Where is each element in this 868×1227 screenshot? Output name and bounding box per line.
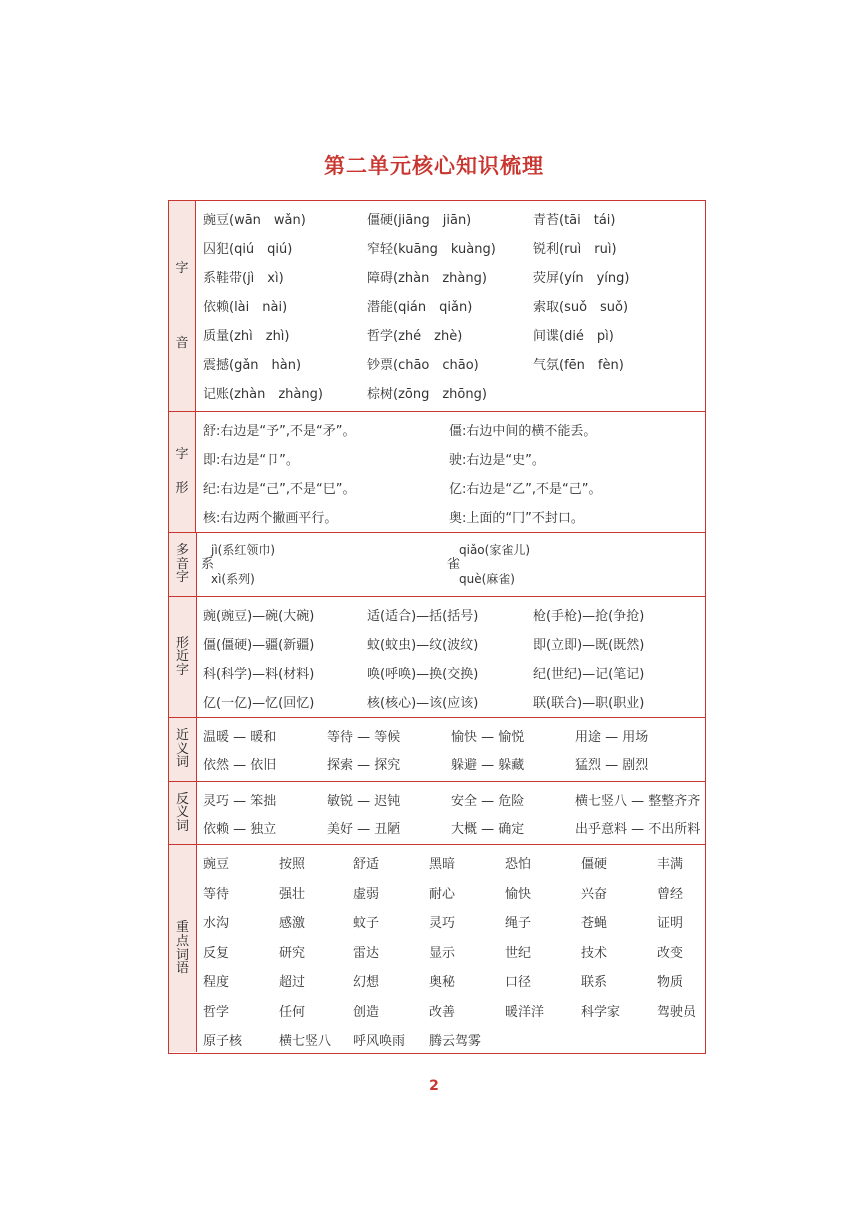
zhongdian-row bbox=[203, 853, 701, 875]
jinyici-item: 探索 — 探究 bbox=[327, 758, 401, 773]
section-zixing bbox=[169, 411, 705, 532]
zhongdian-word: 驾驶员 bbox=[657, 1004, 697, 1020]
ziyin-item: 钞票(chāo chāo) bbox=[367, 358, 479, 373]
zixing-content bbox=[203, 412, 701, 532]
zhongdian-word: 显示 bbox=[429, 945, 456, 961]
label-char: 音 bbox=[175, 335, 189, 351]
ziyin-item: 间谍(dié pì) bbox=[533, 329, 614, 344]
zhongdian-word: 研究 bbox=[279, 945, 306, 961]
label-char: 形 bbox=[175, 481, 189, 497]
section-ziyin bbox=[169, 201, 705, 411]
ziyin-item: 锐利(ruì ruì) bbox=[533, 242, 617, 257]
zixing-item: 亿:右边是“乙”,不是“己”。 bbox=[449, 482, 602, 497]
label-char: 重 bbox=[175, 920, 189, 936]
xingjinzi-item: 联(联合)—职(职业) bbox=[533, 696, 645, 711]
section-label-zixing bbox=[169, 412, 196, 532]
ziyin-item: 质量(zhì zhì) bbox=[203, 329, 290, 344]
zhongdian-word: 哲学 bbox=[203, 1004, 230, 1020]
page-number: 2 bbox=[429, 1078, 439, 1094]
fanyici-item: 大概 — 确定 bbox=[451, 822, 525, 837]
jinyici-content bbox=[203, 718, 701, 781]
label-char: 词 bbox=[175, 818, 189, 834]
zixing-row bbox=[203, 449, 701, 471]
xingjinzi-item: 豌(豌豆)—碗(大碗) bbox=[203, 609, 315, 624]
section-xingjinzi bbox=[169, 596, 705, 717]
duoyin-reading: qiǎo(家雀儿) bbox=[459, 543, 531, 557]
zixing-row bbox=[203, 507, 701, 529]
zhongdian-word: 反复 bbox=[203, 945, 230, 961]
ziyin-content bbox=[203, 201, 701, 411]
fanyici-content bbox=[203, 782, 701, 844]
ziyin-row bbox=[203, 209, 701, 231]
zhongdian-word: 世纪 bbox=[505, 945, 532, 961]
ziyin-item: 荧屏(yín yíng) bbox=[533, 271, 630, 286]
label-char: 字 bbox=[175, 260, 189, 276]
fanyici-item: 横七竖八 — 整整齐齐 bbox=[575, 794, 701, 809]
label-char: 字 bbox=[175, 662, 189, 678]
zhongdian-word: 联系 bbox=[581, 975, 608, 990]
jinyici-item: 等待 — 等候 bbox=[327, 730, 401, 745]
xingjinzi-item: 核(核心)—该(应该) bbox=[367, 696, 479, 711]
xingjinzi-row bbox=[203, 605, 701, 627]
zhongdian-word: 僵硬 bbox=[581, 857, 608, 872]
jinyici-item: 温暖 — 暖和 bbox=[203, 730, 277, 745]
zhongdian-row bbox=[203, 1030, 701, 1052]
knowledge-table bbox=[168, 200, 706, 1054]
section-label-zhongdian bbox=[169, 845, 197, 1052]
xingjinzi-item: 僵(僵硬)—疆(新疆) bbox=[203, 638, 315, 653]
fanyici-item: 依赖 — 独立 bbox=[203, 822, 277, 837]
zixing-item: 驶:右边是“史”。 bbox=[449, 453, 545, 468]
jinyici-row bbox=[203, 726, 701, 748]
zhongdian-word: 奥秘 bbox=[429, 975, 456, 990]
ziyin-item: 障碍(zhàn zhàng) bbox=[367, 271, 487, 286]
zhongdian-word: 原子核 bbox=[203, 1034, 243, 1049]
label-char: 多 bbox=[175, 543, 189, 559]
fanyici-row bbox=[203, 790, 701, 812]
ziyin-item: 窄轻(kuāng kuàng) bbox=[367, 242, 496, 257]
ziyin-item: 潜能(qián qiǎn) bbox=[367, 300, 473, 315]
section-zhongdian bbox=[169, 844, 705, 1052]
label-char: 近 bbox=[175, 728, 189, 744]
label-char: 词 bbox=[175, 755, 189, 771]
label-char: 形 bbox=[175, 635, 189, 651]
zhongdian-word: 暖洋洋 bbox=[505, 1004, 545, 1020]
duoyin-reading: què(麻雀) bbox=[459, 572, 515, 586]
fanyici-item: 灵巧 — 笨拙 bbox=[203, 794, 277, 809]
xingjinzi-item: 科(科学)—料(材料) bbox=[203, 667, 315, 682]
zhongdian-row bbox=[203, 1001, 701, 1023]
zhongdian-content bbox=[203, 845, 701, 1052]
label-char: 语 bbox=[175, 961, 189, 977]
label-char: 反 bbox=[175, 791, 189, 807]
ziyin-item: 震撼(gǎn hàn) bbox=[203, 358, 302, 373]
zixing-item: 奥:上面的“冂”不封口。 bbox=[449, 511, 584, 526]
fanyici-row bbox=[203, 818, 701, 840]
zixing-item: 纪:右边是“己”,不是“巳”。 bbox=[203, 482, 356, 497]
zixing-item: 舒:右边是“予”,不是“矛”。 bbox=[203, 424, 356, 439]
zhongdian-word: 改善 bbox=[429, 1004, 456, 1020]
zhongdian-word: 丰满 bbox=[657, 857, 684, 872]
xingjinzi-content bbox=[203, 597, 701, 717]
zhongdian-word: 豌豆 bbox=[203, 857, 230, 872]
section-label-xingjinzi bbox=[169, 597, 197, 717]
zhongdian-word: 水沟 bbox=[203, 916, 230, 931]
section-label-ziyin bbox=[169, 201, 196, 411]
zhongdian-word: 感激 bbox=[279, 916, 306, 931]
zhongdian-word: 苍蝇 bbox=[581, 916, 608, 931]
zhongdian-row bbox=[203, 912, 701, 934]
zhongdian-word: 横七竖八 bbox=[279, 1034, 332, 1049]
zhongdian-word: 黑暗 bbox=[429, 857, 456, 872]
zhongdian-word: 超过 bbox=[279, 975, 306, 990]
ziyin-item: 依赖(lài nài) bbox=[203, 300, 288, 315]
zixing-row bbox=[203, 478, 701, 500]
zhongdian-row bbox=[203, 942, 701, 964]
zhongdian-word: 呼风唤雨 bbox=[353, 1034, 406, 1049]
duoyinzi-content bbox=[203, 533, 701, 596]
zhongdian-word: 按照 bbox=[279, 857, 306, 872]
fanyici-item: 美好 — 丑陋 bbox=[327, 822, 401, 837]
xingjinzi-item: 唤(呼唤)—换(交换) bbox=[367, 667, 479, 682]
ziyin-item: 气氛(fēn fèn) bbox=[533, 358, 624, 373]
jinyici-item: 依然 — 依旧 bbox=[203, 758, 277, 773]
zhongdian-word: 幻想 bbox=[353, 975, 380, 990]
ziyin-item: 囚犯(qiú qiú) bbox=[203, 242, 293, 257]
section-label-fanyici bbox=[169, 782, 197, 844]
ziyin-row bbox=[203, 296, 701, 318]
page-title: 第二单元核心知识梳理 bbox=[324, 154, 544, 178]
fanyici-item: 出乎意料 — 不出所料 bbox=[575, 822, 701, 837]
xingjinzi-item: 即(立即)—既(既然) bbox=[533, 638, 645, 653]
zhongdian-word: 技术 bbox=[581, 945, 608, 961]
ziyin-item: 棕树(zōng zhōng) bbox=[367, 387, 487, 402]
xingjinzi-item: 枪(手枪)—抢(争抢) bbox=[533, 609, 645, 624]
zhongdian-word: 灵巧 bbox=[429, 916, 456, 931]
duoyin-char: 系 bbox=[201, 557, 215, 572]
duoyin-char: 雀 bbox=[447, 557, 461, 572]
xingjinzi-item: 适(适合)—括(括号) bbox=[367, 609, 479, 624]
zhongdian-word: 强壮 bbox=[279, 886, 306, 902]
ziyin-row bbox=[203, 325, 701, 347]
xingjinzi-row bbox=[203, 692, 701, 714]
zhongdian-word: 舒适 bbox=[353, 857, 380, 872]
zhongdian-word: 证明 bbox=[657, 916, 684, 931]
zhongdian-word: 口径 bbox=[505, 975, 532, 990]
zhongdian-word: 改变 bbox=[657, 945, 684, 961]
ziyin-row bbox=[203, 354, 701, 376]
zhongdian-word: 雷达 bbox=[353, 945, 380, 961]
duoyin-reading: xì(系列) bbox=[211, 572, 255, 586]
section-label-jinyici bbox=[169, 718, 197, 781]
ziyin-row bbox=[203, 267, 701, 289]
xingjinzi-row bbox=[203, 634, 701, 656]
label-char: 音 bbox=[175, 556, 189, 572]
jinyici-item: 用途 — 用场 bbox=[575, 730, 649, 745]
zhongdian-word: 腾云驾雾 bbox=[429, 1034, 482, 1049]
section-fanyici bbox=[169, 781, 705, 844]
duoyin-reading: jì(系红领巾) bbox=[211, 543, 276, 557]
xingjinzi-item: 蚊(蚊虫)—纹(波纹) bbox=[367, 638, 479, 653]
ziyin-item: 索取(suǒ suǒ) bbox=[533, 300, 629, 315]
zixing-row bbox=[203, 420, 701, 442]
zhongdian-row bbox=[203, 883, 701, 905]
zixing-item: 核:右边两个撇画平行。 bbox=[203, 511, 338, 526]
zhongdian-word: 愉快 bbox=[505, 886, 532, 902]
label-char: 点 bbox=[175, 933, 189, 949]
zhongdian-word: 蚊子 bbox=[353, 916, 380, 931]
zhongdian-word: 恐怕 bbox=[505, 857, 532, 872]
section-jinyici bbox=[169, 717, 705, 781]
label-char: 词 bbox=[175, 947, 189, 963]
ziyin-item: 记账(zhàn zhàng) bbox=[203, 387, 323, 402]
label-char: 义 bbox=[175, 805, 189, 821]
section-duoyinzi bbox=[169, 532, 705, 596]
zhongdian-word: 科学家 bbox=[581, 1004, 621, 1020]
zhongdian-word: 虚弱 bbox=[353, 886, 380, 902]
zhongdian-word: 耐心 bbox=[429, 886, 456, 902]
ziyin-item: 哲学(zhé zhè) bbox=[367, 329, 463, 344]
zhongdian-word: 程度 bbox=[203, 975, 230, 990]
xingjinzi-item: 纪(世纪)—记(笔记) bbox=[533, 667, 645, 682]
xingjinzi-item: 亿(一亿)—忆(回忆) bbox=[203, 696, 315, 711]
ziyin-item: 豌豆(wān wǎn) bbox=[203, 213, 306, 228]
label-char: 字 bbox=[175, 447, 189, 463]
section-label-duoyinzi bbox=[169, 533, 197, 596]
jinyici-item: 躲避 — 躲藏 bbox=[451, 758, 525, 773]
label-char: 近 bbox=[175, 649, 189, 665]
zhongdian-word: 兴奋 bbox=[581, 886, 608, 902]
zhongdian-row bbox=[203, 971, 701, 993]
fanyici-item: 敏锐 — 迟钝 bbox=[327, 794, 401, 809]
ziyin-item: 青苔(tāi tái) bbox=[533, 213, 616, 228]
jinyici-row bbox=[203, 754, 701, 776]
zhongdian-word: 任何 bbox=[279, 1004, 306, 1020]
zixing-item: 即:右边是“卩”。 bbox=[203, 453, 299, 468]
label-char: 字 bbox=[175, 570, 189, 586]
zhongdian-word: 创造 bbox=[353, 1004, 380, 1020]
zixing-item: 僵:右边中间的横不能丢。 bbox=[449, 424, 597, 439]
ziyin-row bbox=[203, 383, 701, 405]
xingjinzi-row bbox=[203, 663, 701, 685]
jinyici-item: 愉快 — 愉悦 bbox=[451, 730, 525, 745]
ziyin-item: 系鞋带(jì xì) bbox=[203, 271, 284, 286]
ziyin-item: 僵硬(jiāng jiān) bbox=[367, 213, 472, 228]
label-char: 义 bbox=[175, 741, 189, 757]
zhongdian-word: 曾经 bbox=[657, 886, 684, 902]
fanyici-item: 安全 — 危险 bbox=[451, 794, 525, 809]
zhongdian-word: 等待 bbox=[203, 886, 230, 902]
jinyici-item: 猛烈 — 剧烈 bbox=[575, 758, 649, 773]
zhongdian-word: 绳子 bbox=[505, 916, 532, 931]
zhongdian-word: 物质 bbox=[657, 975, 684, 990]
ziyin-row bbox=[203, 238, 701, 260]
